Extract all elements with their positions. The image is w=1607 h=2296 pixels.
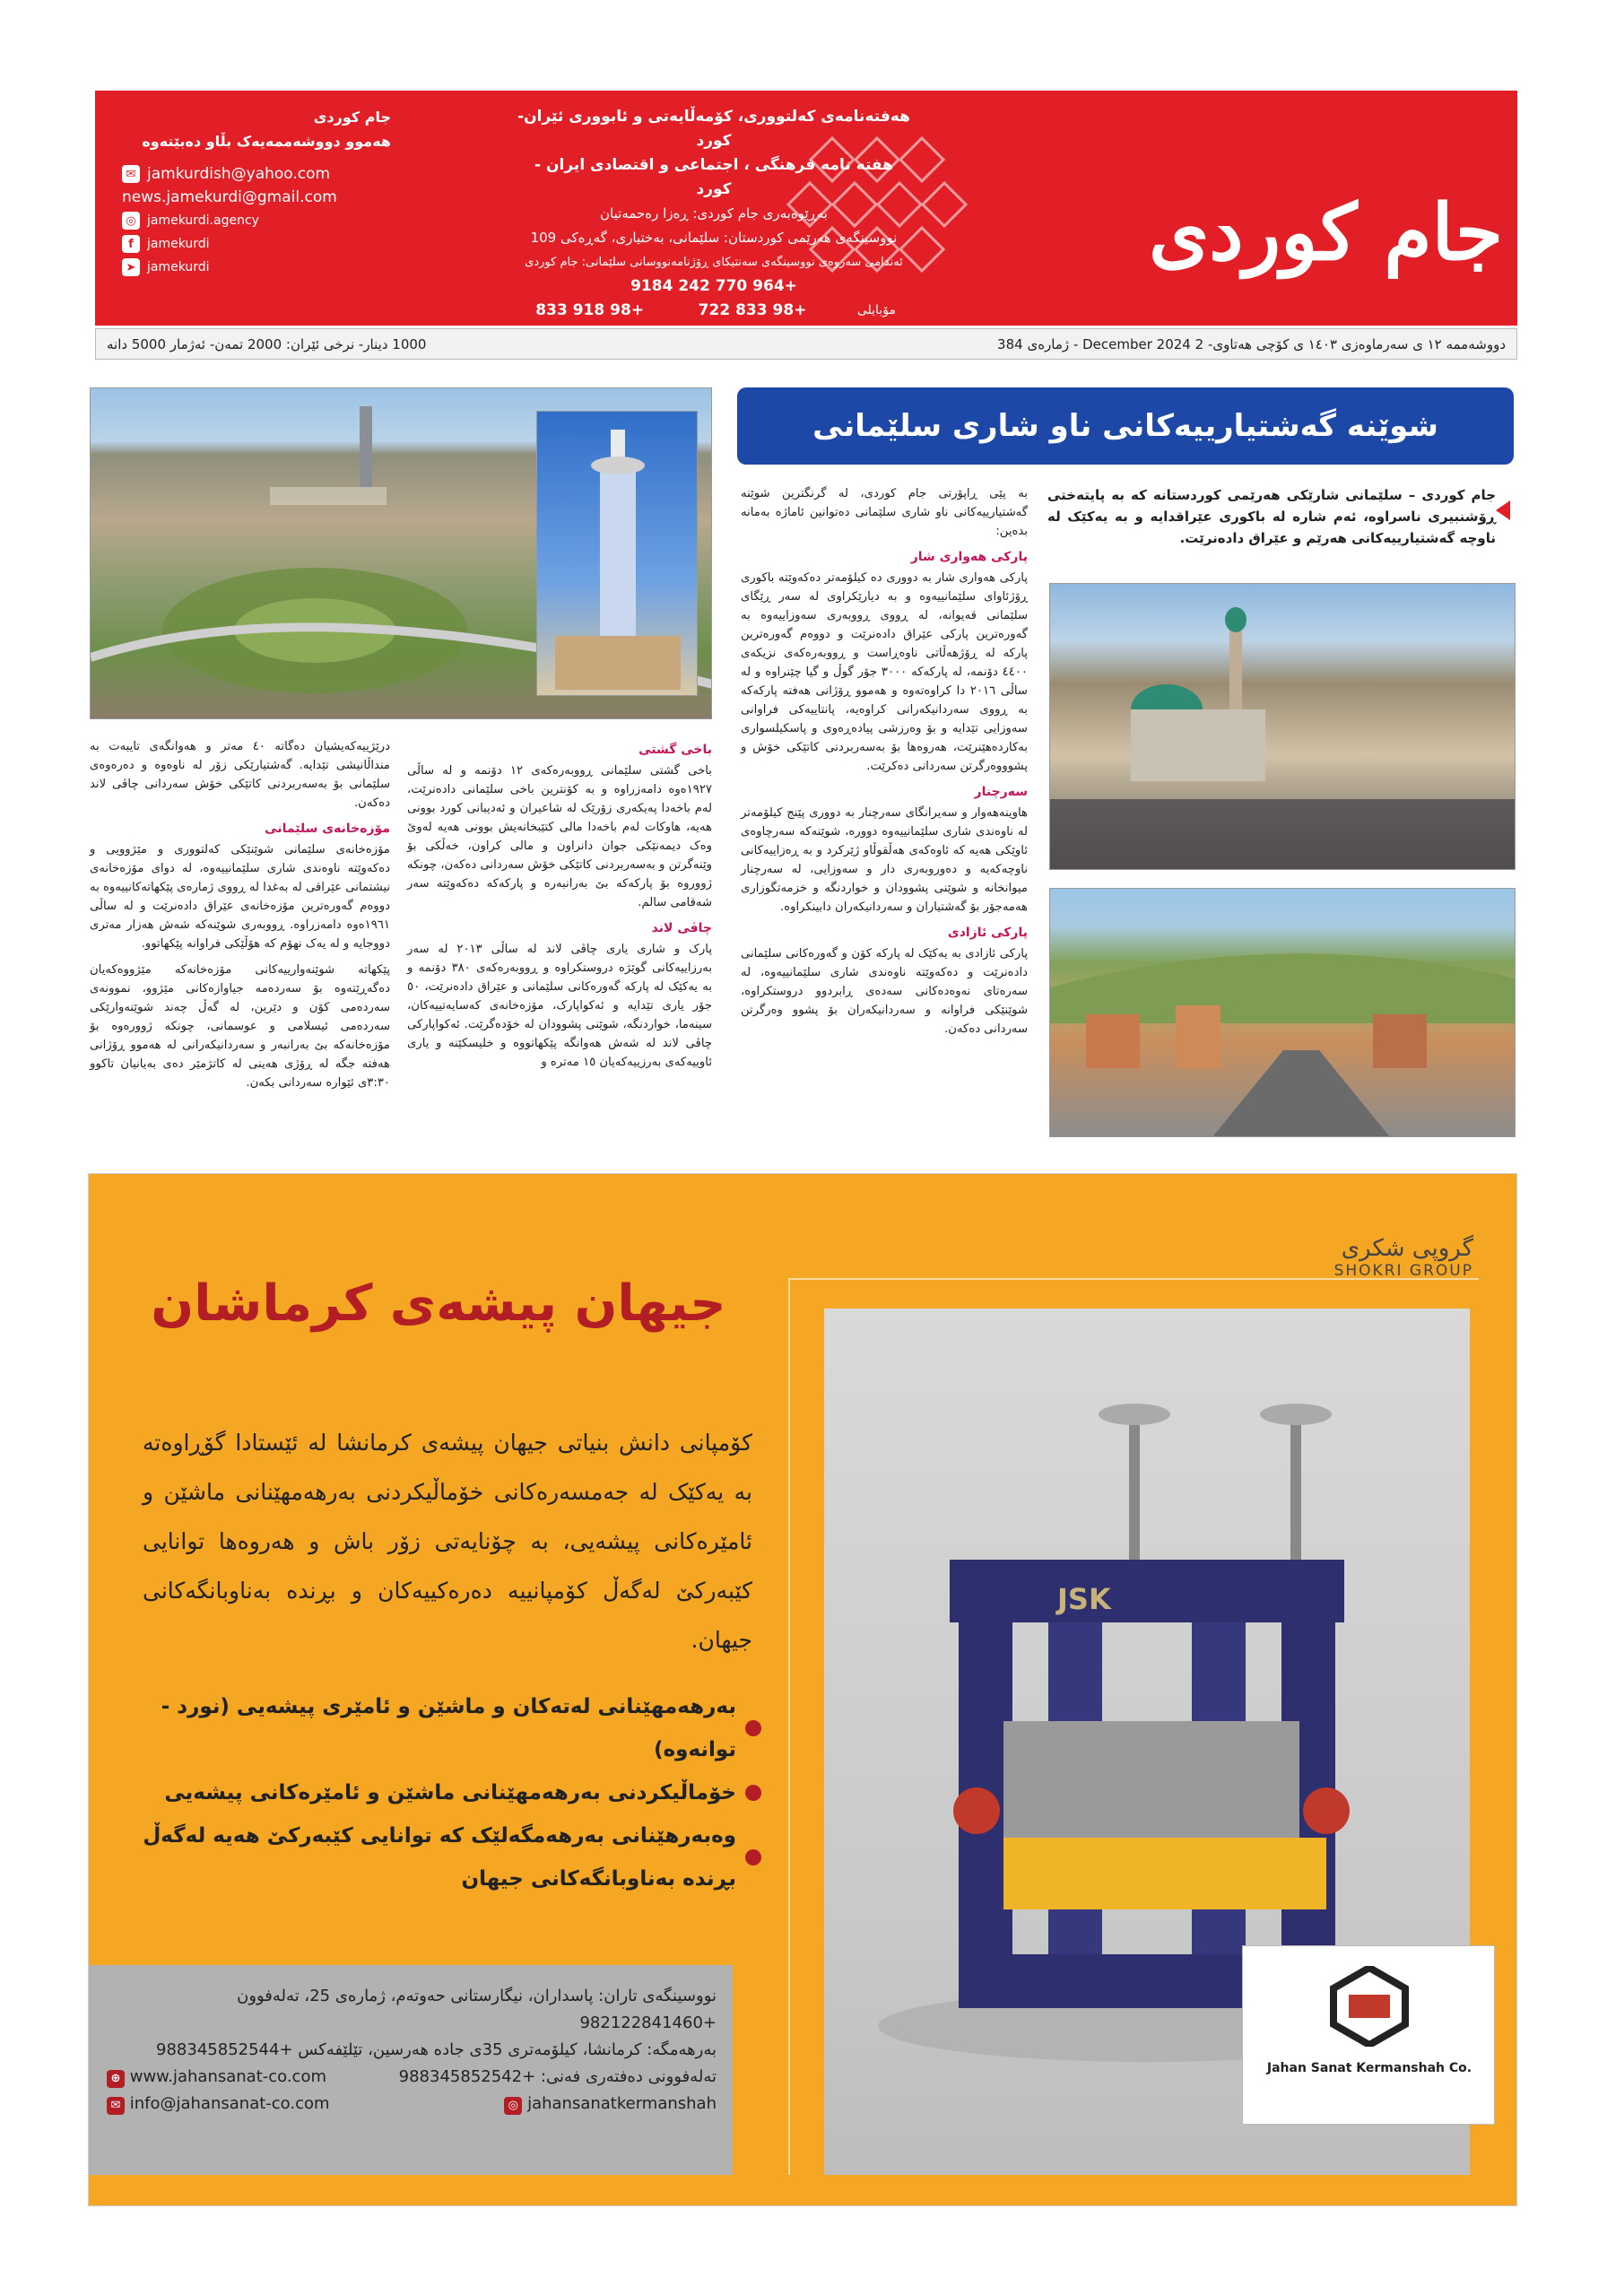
- contact-website[interactable]: www.jahansanat-co.com: [129, 2067, 327, 2086]
- header-office: نووسینگەی هەرێمی کوردستان: سلێمانی، بەختیاری، گەڕەکی 109: [530, 230, 898, 246]
- section-title-sarchinar: سەرچنار: [974, 785, 1028, 799]
- tower-photo: [536, 411, 698, 696]
- email-1[interactable]: jamkurdish@yahoo.com: [147, 165, 331, 183]
- mosque-photo: [1049, 583, 1516, 870]
- telegram-handle[interactable]: jamekurdi: [147, 260, 210, 274]
- header-contacts: [122, 105, 391, 279]
- article-headline: شوێنە گەشتیارییەکانی ناو شاری سلێمانی: [737, 387, 1514, 465]
- email-icon: ✉: [122, 165, 140, 183]
- globe-icon: ⊕: [107, 2070, 125, 2088]
- mobile-label: مۆبایلی: [856, 303, 896, 317]
- email-row[interactable]: [107, 2091, 330, 2118]
- logo-wordmark: جام کوردی: [1148, 187, 1503, 278]
- email-row-1[interactable]: [122, 162, 391, 186]
- contact-instagram[interactable]: jahansanatkermanshah: [527, 2094, 717, 2113]
- section-text-hawari: پارکی هەواری شار بە دووری دە کیلۆمەتر دەکەوێتە باکوری ڕۆژئاوای سلێمانییەوە و بە دیارێکراوی لە سەر ڕێگای سلێمانی قەیوانە، لە ڕووی ڕووبەری سەوزاییەوە بە گەورەترین پارکی عێراق دادەنرێت و دووەم گەورەترین پارکە لە ڕۆژهەڵاتی ناوەڕاست و ڕووبەرەکەی نزیکەی ٤٤٠٠ دۆنمە، لە پارکەکە ٣٠٠٠ جۆر گوڵ و گیا چێنراوە و لە ساڵی ٢٠١٦ دا کراوەتەوە و هەموو ڕۆژانی هەفتە پارکەکە بە ڕووی سەردانیکەرانی کراوەیە، پانتاییەکی فراوانی سەوزایی تێدایە و بۆ وەرزشی پیادەڕەوی و پاسکیلسواری بەکاردەهێنرێت، هەروەها بۆ بەسەربردنی کاتێکی خۆش و پشوووەرگرتن سەردانی دەکرێت.: [741, 571, 1028, 773]
- article-column-4: [90, 737, 390, 1100]
- shokri-logo-kurdish: گروپی شکری: [1341, 1235, 1473, 1262]
- section-text-azadi: پارکی ئازادی بە یەکێک لە پارکە کۆن و گەورەکانی سلێمانی دادەنرێت و دەکەوێتە ناوەندی شاری سلێمانییەوە، لە سەرەتای نەوەدەکانی سەدەی ڕابردوو دروستکراوە، شوێنێکی فراوانە و سەردانیکەران بۆ پشوو وەرگرتن سەردانی دەکەن.: [741, 947, 1028, 1036]
- lead-marker-icon: [1496, 500, 1510, 520]
- ad-bullet-1-text: بەرهەمهێنانی لەتەکان و ماشێن و ئامێری پیشەیی (نورد - توانەوە): [161, 1695, 736, 1761]
- ad-bullet-2-text: خۆماڵیکردنی بەرهەمهێنانی ماشێن و ئامێرەکانی پیشەیی: [164, 1781, 736, 1805]
- telegram-icon: ➤: [122, 258, 140, 276]
- header-weekly-note: هەموو دووشەممەیەک بڵاو دەبێتەوە: [142, 133, 391, 150]
- bullet-dot-icon: [745, 1849, 761, 1866]
- sarchinar-photo: [1049, 888, 1516, 1137]
- ad-bullets: [143, 1685, 761, 1900]
- mosque-illustration: [1050, 584, 1516, 870]
- header-publication-name: جام کوردی: [313, 109, 391, 126]
- masthead: [95, 91, 1517, 326]
- sarchinar-illustration: [1050, 889, 1516, 1137]
- date-bar: [95, 328, 1517, 360]
- section-text-museum: مۆزەخانەی سلێمانی شوێنێکی کەلتووری و مێژوویی و دەکەوێتە ناوەندی شاری سلێمانییەوە، لە دوای مۆزەخانەی نیشتمانی عێراقی لە بەغدا لە ڕووی ژمارەی پێکهاتەکانییەوە بە دووەم گەورەترین مۆزەخانەی عێراق دادەنرێت و لە ساڵی ١٩٦١ەوە دامەزراوە. ڕووبەری شوێنەکە شەش هەزار مەتری دووجایە و لە یەک نهۆم کە هۆڵێکی فراوانە پێکهاتوو.: [90, 843, 390, 951]
- ad-body: کۆمپانی دانش بنیاتی جیهان پیشەی کرمانشا لە ئێستادا گۆڕاوەتە بە یەکێک لە جەمسەرەکانی خۆماڵیکردنی بەرهەمهێنانی ماشێن و ئامێرەکانی پیشەیی، بە چۆنایەتی زۆر باش و هەروەها توانایی کێبەرکێ لەگەڵ کۆمپانییە دەرەکییەکان و بڕندە بەناوبانگەکانی جیهان.: [143, 1430, 752, 1653]
- ad-bullet-3-text: وەبەرهێنانی بەرهەمگەلێک کە توانایی کێبەرکێ هەیە لەگەڵ بڕندە بەناوبانگەکانی جیهان: [143, 1824, 736, 1891]
- facebook-row[interactable]: [122, 232, 391, 256]
- section-title-azadi: پارکی ئازادی: [947, 926, 1028, 940]
- mobile-number-1: +98 833 722: [698, 301, 807, 319]
- header-editor: بەڕێوەبەری جام کوردی: ڕەزا رەحمەتیان: [600, 205, 828, 222]
- contact-tehran: نووسینگەی تاران: پاسداران، نیگارستانی حەوتەم، ژمارەی 25، تەلەفوون +982122841460: [237, 1987, 717, 2032]
- section-text-chavi-land-cont: درێژییەکەیشیان دەگاتە ٤٠ مەتر و هەوانگەی تایبەت بە منداڵانیشی تێدایە. گەشتیارێکی زۆر لە ناوەوە و دەرەوەی سلێمانی بۆ بەسەربردنی کاتێکی خۆش سەردانی چاڤی لاند دەکەن.: [90, 740, 391, 810]
- email-row-2[interactable]: [122, 186, 391, 209]
- tower-illustration: [537, 412, 698, 696]
- header-syndicate: ئەندامی سەروەی نووسینگەی سەنتیکای ڕۆژنامەنووسانی سلێمانی: جام کوردی: [525, 256, 903, 269]
- article-column-2: [741, 484, 1028, 1046]
- ad-contacts: [89, 1965, 733, 2175]
- article-lead: جام کوردی – سلێمانی شارێکی هەرێمی کوردستانە کە بە پایتەختی ڕۆشنبیری ناسراوە، ئەم شارە لە باکوری عێراقدایە و بە یەکێک لە ناوچە گەشتیارییەکانی هەرێم و عێراق دادەنرێت.: [1047, 487, 1496, 546]
- ad-contacts-lines: [107, 1983, 717, 2118]
- issue-date: دووشەممە ١٢ ی سەرماوەزی ١٤٠٣ ی کۆچی هەتاوی- 2 December 2024 - ژمارەی 384: [997, 335, 1506, 352]
- instagram-icon: ◎: [122, 212, 140, 230]
- instagram-icon: ◎: [504, 2097, 522, 2115]
- header-title-kurdish: هەفتەنامەی کەلتووری، کۆمەڵایەتی و ئابووری ئێران-کورد: [517, 108, 910, 150]
- bullet-dot-icon: [745, 1720, 761, 1736]
- section-text-chavi-land: پارک و شاری یاری چاڤی لاند لە ساڵی ٢٠١٣ لە سەر بەرزاییەکانی گوێژە دروستکراوە و ڕووبەرەکەی ٣٨٠ دۆنمە و بە یەکێک لە پارکە گەورەکانی سلێمانی و عێراق دادەنرێت، ٥٠ جۆر یاری تێدایە و ئەکواپارک، مۆزەخانەی کەسایەتییەکان، سینەما، خواردنگە، شوێنی پشوودان لە خۆدەگرێت. ئەکواپارکی چاڤی لاند لە شەش هەوانگە پێکهاتووە و خلیسکێنە و یاری ئاوییەکەی بەرزییەکەیان ١٥ مەترە و: [407, 943, 713, 1069]
- jsk-logo-icon: [1329, 1966, 1410, 2047]
- telegram-row[interactable]: [122, 256, 391, 279]
- header-center-info: [517, 105, 911, 347]
- section-text-public-garden: باخی گشتی سلێمانی ڕووبەرەکەی ١٢ دۆنمە و لە ساڵی ١٩٢٧ەوە دامەزراوە و بە کۆنترین باخی سلێمانی دادەنرێت، لەم باخەدا پەیکەری زۆرێک لە شاعیران و ئەدیبانی کورد بوونی هەیە، هاوکات لەم باخەدا مالی کتێبخانەیش بوونی هەیە لەوێ وەک دیمەنێکی جوان دانراون و مالی کراون، خەڵکی بۆ وێنەگرتن و بەسەربردنی کاتێکی خۆش سەردانی دەکەن، چونکە ژووروە بۆ پارکەکە بێ بەرانبەرە و پارکەکە دەکەوێتە سەر شەقامی سالم.: [407, 764, 712, 909]
- contact-row-insta-email: [107, 2091, 717, 2118]
- ad-bullet-2: [143, 1771, 761, 1814]
- section-text-museum-cont: پێکهاتە شوێنەوارییەکانی مۆزەخانەکە مێژووەکەیان دەگەڕێتەوە بۆ سەردەمە جیاوازەکانی مێژوو، نموونەی سەردەمی کۆن و دێرین، لە گەڵ چەند شوێنەوارێکی سەردەمی ئیسلامی و عوسمانی، چونکە ژوورەوە بۆ مۆزەخانەکە بێ بەرانبەر و سەردانیکەرانی لە هەموو ڕۆژانی هەفتە جگە لە ڕۆژی هەینی لە کاتژمێر دەی بەیانیان تاکوو ٣:٣٠ی ئێوارە سەردانی بکەن.: [90, 963, 390, 1090]
- bullet-dot-icon: [745, 1785, 761, 1801]
- ad-bullet-1: [143, 1685, 761, 1771]
- article-intro: بە پێی ڕاپۆرتی جام کوردی، لە گرنگترین شوێنە گەشتیارییەکانی ناو شاری سلێمانی دەتوانین ئاماژە بەمانە بدەین:: [741, 487, 1028, 538]
- instagram-row[interactable]: [122, 209, 391, 232]
- article-column-3: [407, 737, 712, 1079]
- shokri-group-logo: [1330, 1235, 1473, 1280]
- facebook-handle[interactable]: jamekurdi: [147, 237, 210, 251]
- section-title-museum: مۆزەخانەی سلێمانی: [265, 822, 390, 836]
- price-info: 1000 دینار- نرخی ئێران: 2000 تمەن- ئەژمار 5000 دانە: [107, 335, 427, 352]
- contact-tech-phone: تەلەفوونی دەفتەری فەنی: +988345852542: [398, 2067, 717, 2086]
- contact-email[interactable]: info@jahansanat-co.com: [129, 2094, 330, 2113]
- section-text-sarchinar: هاوینەهەوار و سەیرانگای سەرچنار بە دووری پێنج کیلۆمەتر لە ناوەندی شاری سلێمانییەوە دوورە، شوێنەکە سەرچاوەی ئاوێکی هەیە کە ئاوەکەی هەڵقوڵاو ژێرکرد و بە ڕەزاییەکانی ناوچەکەیە و دەوروبەری دار و سەوزایی، لە سەرچنار میوانخانە و شوێنی پشوودان و خواردنگە و خزمەتگوزاری هەمەجۆر بۆ گەشتیاران و سەردانیکەران دابینکراوە.: [741, 806, 1028, 914]
- instagram-handle[interactable]: jamekurdi.agency: [147, 213, 259, 228]
- website-row[interactable]: [107, 2064, 326, 2091]
- advertisement: [88, 1173, 1517, 2206]
- shokri-logo-english: SHOKRI GROUP: [1333, 1262, 1473, 1280]
- jsk-company-name: Jahan Sanat Kermanshah Co.: [1266, 2061, 1472, 2075]
- contact-row-tech-web: [107, 2064, 717, 2091]
- header-iraq-phone: +964 770 242 9184: [630, 277, 797, 295]
- mobile-number-2: +98 918 833: [535, 301, 645, 319]
- ad-title: جیهان پیشەی کرماشان: [151, 1274, 726, 1333]
- email-2[interactable]: news.jamekurdi@gmail.com: [122, 188, 337, 206]
- contact-factory: بەرهەمگە: کرمانشا، کیلۆمەتری 35ی جادە هەرسین، تێلێفەکس +988345852544: [156, 2040, 717, 2059]
- insta-row[interactable]: [504, 2091, 717, 2118]
- section-title-public-garden: باخی گشتی: [638, 743, 712, 757]
- facebook-icon: f: [122, 235, 140, 253]
- section-title-hawari: پارکی هەواری شار: [910, 550, 1028, 564]
- machine-label-jsk: JSK: [1057, 1582, 1111, 1616]
- envelope-icon: ✉: [107, 2097, 125, 2115]
- section-title-chavi-land: چاڤی لاند: [651, 921, 712, 935]
- header-title-persian: هفته نامه فرهنگی ، اجتماعی و اقتصادی ایران - کورد: [534, 156, 893, 198]
- ad-bullet-3: [143, 1814, 761, 1900]
- jsk-logo-box: [1242, 1945, 1495, 2125]
